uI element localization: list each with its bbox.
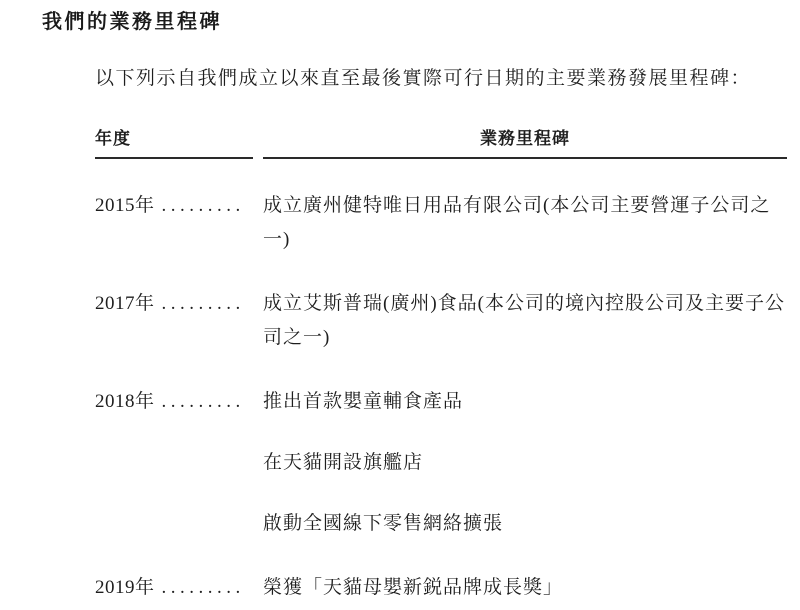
milestone-column-header: 業務里程碑 — [263, 124, 787, 159]
milestone-row — [95, 287, 787, 355]
year-cell — [95, 571, 253, 605]
milestone-row — [95, 571, 787, 605]
year-cell — [95, 189, 253, 223]
table-header-row — [95, 124, 787, 159]
year-label: 2018年 — [95, 391, 155, 412]
milestone-entry: 榮獲「天貓母嬰新鋭品牌成長獎」 — [263, 577, 564, 598]
table-body — [95, 189, 787, 605]
year-column-header: 年度 — [95, 124, 253, 159]
leader-dots: ......... — [161, 391, 245, 412]
intro-paragraph: 以下列示自我們成立以來直至最後實際可行日期的主要業務發展里程碑： — [95, 68, 752, 89]
milestone-row — [95, 189, 787, 257]
leader-dots: ......... — [161, 293, 245, 314]
milestone-entry: 啟動全國線下零售網絡擴張 — [263, 513, 504, 534]
leader-dots: ......... — [161, 195, 245, 216]
milestone-cell — [263, 571, 787, 605]
year-label: 2015年 — [95, 195, 155, 216]
year-label: 2017年 — [95, 293, 155, 314]
milestones-table — [95, 124, 787, 605]
milestone-entry: 在天貓開設旗艦店 — [263, 452, 424, 473]
milestone-entry: 成立艾斯普瑞(廣州)食品(本公司的境內控股公司及主要子公司之一) — [263, 293, 785, 348]
year-label: 2019年 — [95, 577, 155, 598]
milestone-entry: 成立廣州健特唯日用品有限公司(本公司主要營運子公司之一) — [263, 195, 771, 250]
leader-dots: ......... — [161, 577, 245, 598]
year-cell — [95, 385, 253, 419]
section-title: 我們的業務里程碑 — [42, 11, 222, 33]
milestone-cell — [263, 189, 787, 257]
milestone-entry: 推出首款嬰童輔食產品 — [263, 391, 464, 412]
year-cell — [95, 287, 253, 321]
milestone-row — [95, 385, 787, 541]
milestone-cell — [263, 385, 787, 541]
milestone-cell — [263, 287, 787, 355]
